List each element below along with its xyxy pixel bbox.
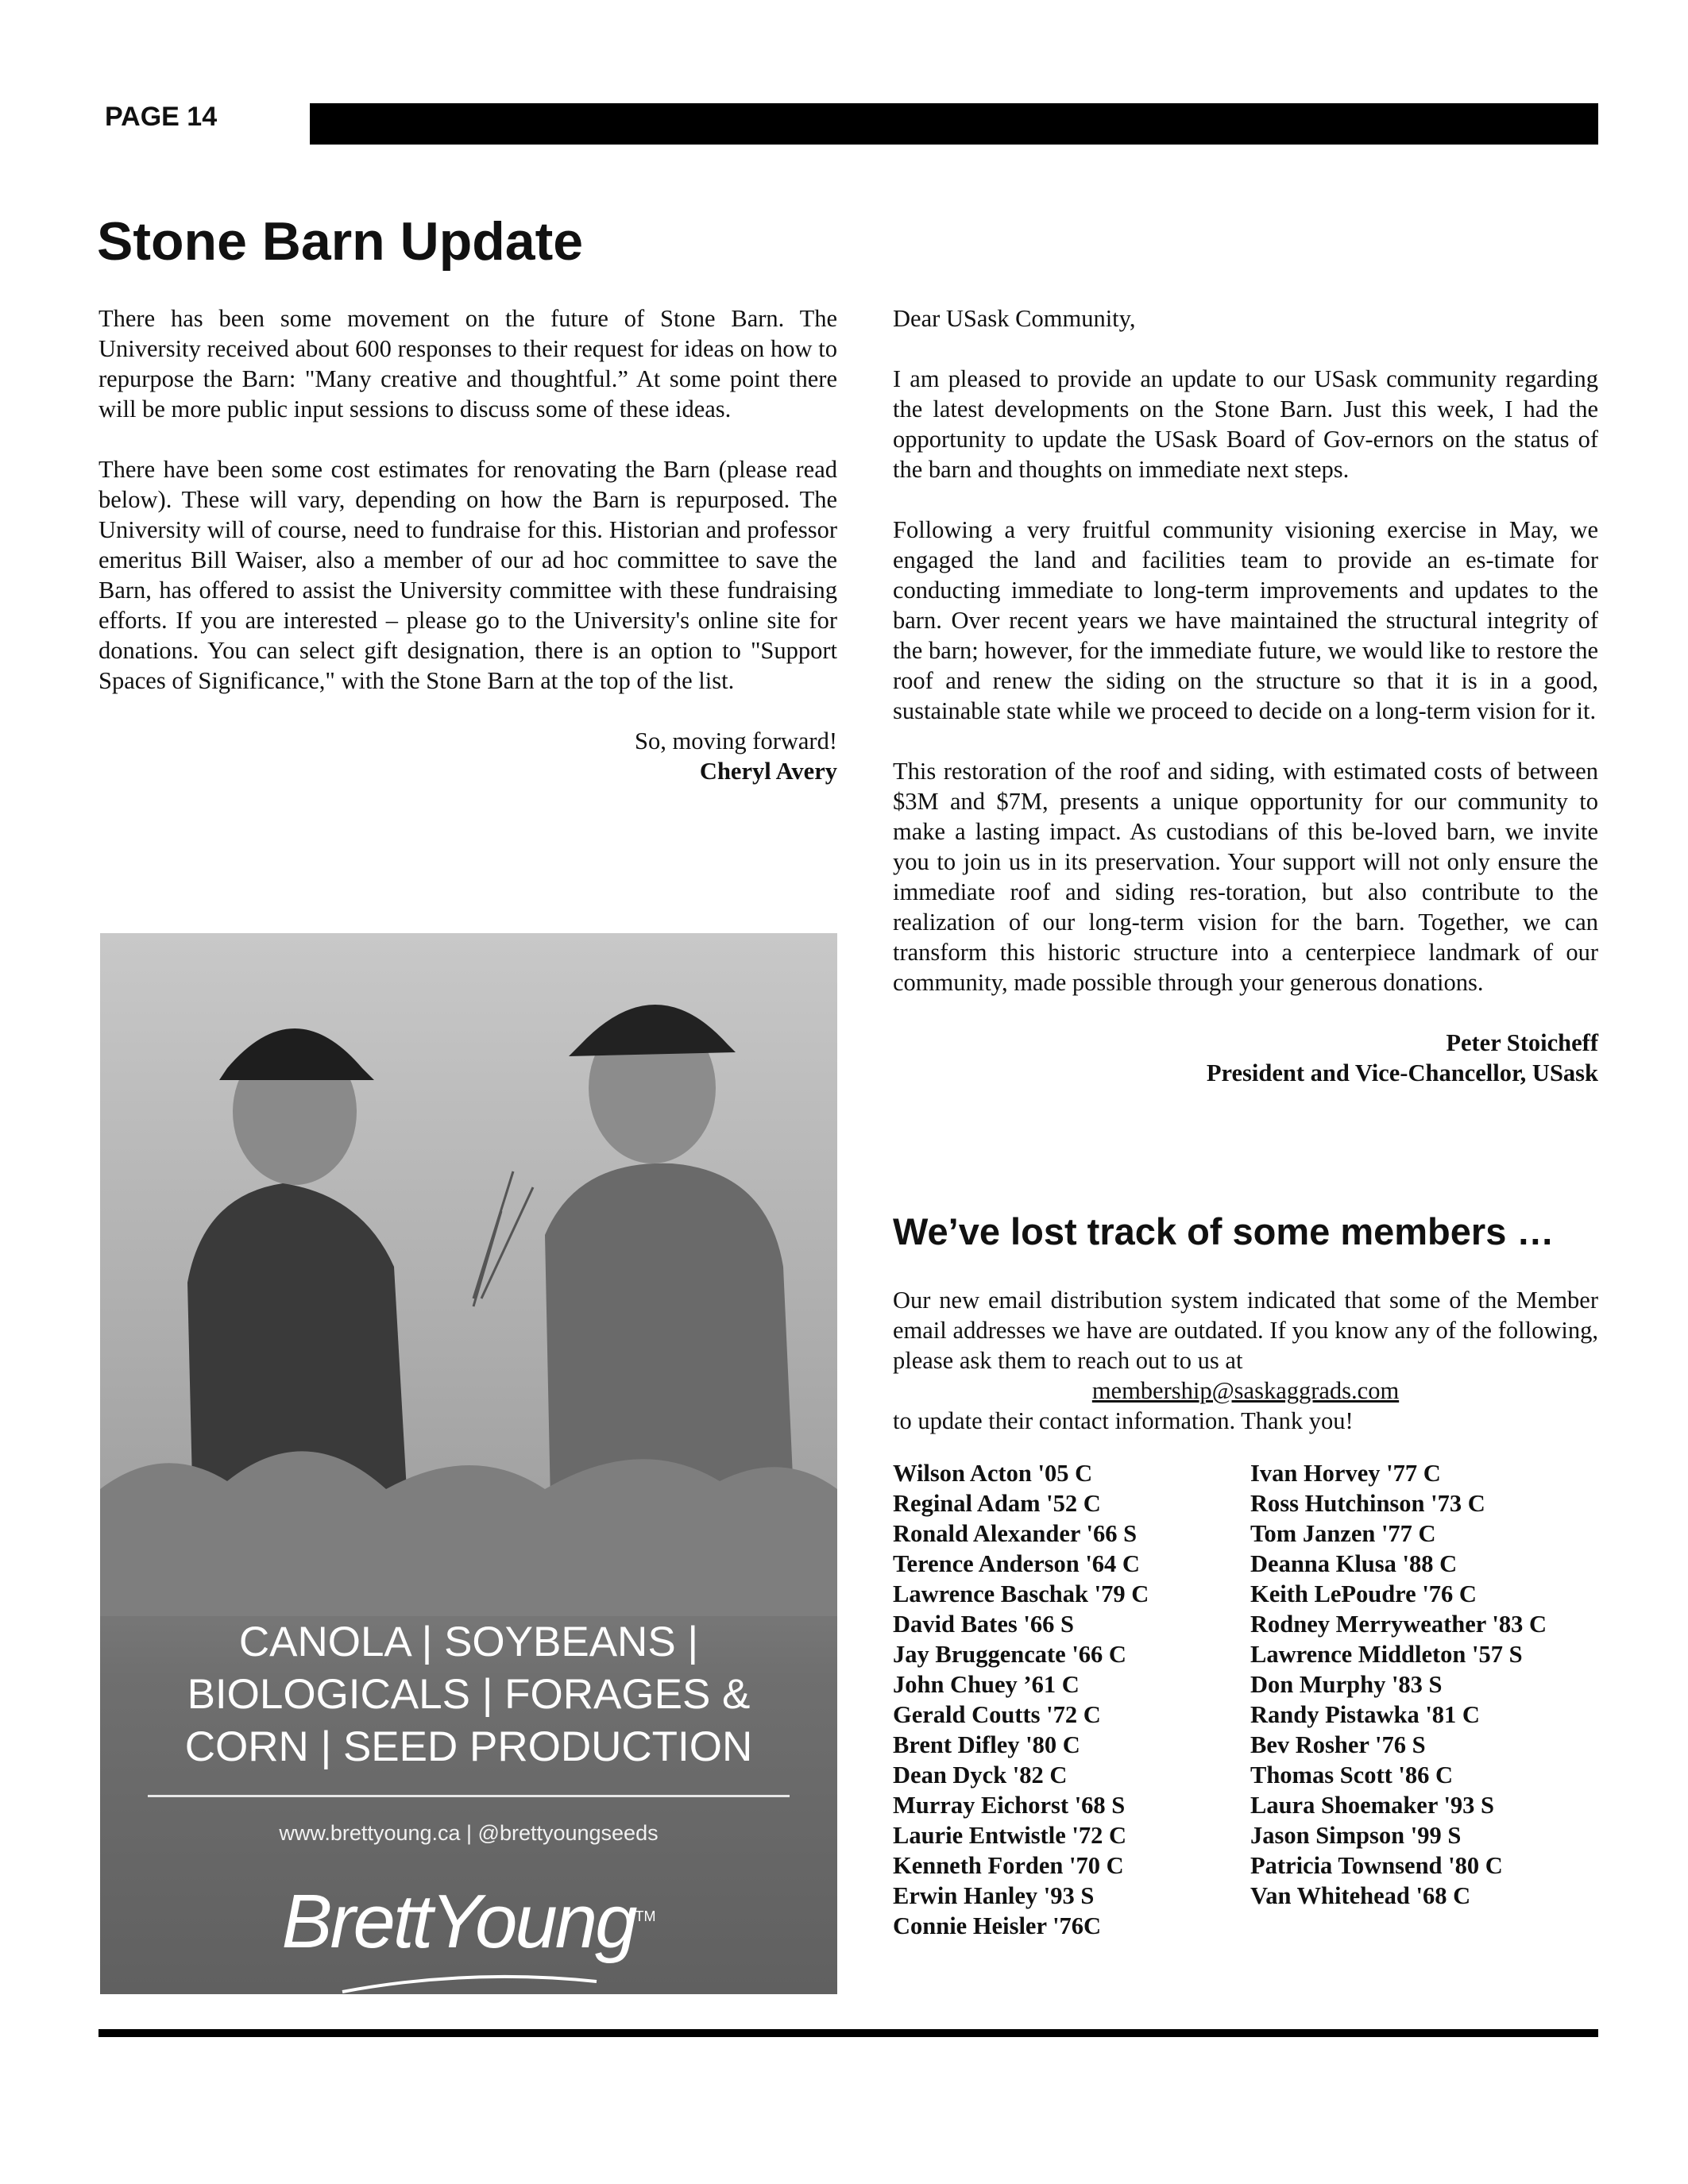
brettyoung-logo [100, 1878, 837, 1966]
list-item: Deanna Klusa '88 C [1250, 1550, 1458, 1577]
article-closing: So, moving forward! [635, 727, 837, 754]
list-item: Van Whitehead '68 C [1250, 1882, 1471, 1909]
letter-column [893, 303, 1598, 1088]
page-number: PAGE 14 [105, 102, 218, 132]
list-item: Terence Anderson '64 C [893, 1550, 1140, 1577]
footer-rule [98, 2029, 1598, 2037]
list-item: Reginal Adam '52 C [893, 1490, 1101, 1517]
logo-swoosh-icon [338, 1972, 601, 1994]
membership-email-link[interactable]: membership@saskaggrads.com [1091, 1377, 1400, 1404]
list-item: Lawrence Baschak '79 C [893, 1580, 1149, 1607]
list-item: Ronald Alexander '66 S [893, 1520, 1138, 1547]
list-item: Wilson Acton '05 C [893, 1460, 1093, 1487]
list-item: Gerald Coutts '72 C [893, 1701, 1101, 1728]
list-item: Ross Hutchinson '73 C [1250, 1490, 1485, 1517]
list-item: Connie Heisler '76C [893, 1912, 1102, 1939]
letter-paragraph-3: This restoration of the roof and siding, with estimated costs of between $3M and $7M, presents a unique opportunity for our community to make a lasting impact. As custodians of this be-loved barn, we invite you to join us in its preservation. Your support will not only ensure the immediate roof and siding res-toration, but also contribute to the realization of our long-term vision for the barn. Together, we can transform this historic structure into a centerpiece landmark of our community, made possible through your generous donations. [893, 758, 1598, 996]
list-item: Thomas Scott '86 C [1250, 1761, 1454, 1788]
article-paragraph-2: There have been some cost estimates for renovating the Barn (please read below). These will vary, depending on how the Barn is repurposed. The University will of course, need to fundraise for this. Historian and professor emeritus Bill Waiser, also a member of our ad hoc committee to save the Barn, has offered to assist the University committee with these fundraising efforts. If you are interested – please go to the University's online site for donations. You can select gift designation, there is an option to "Support Spaces of Significance," with the Stone Barn at the top of the list. [98, 456, 837, 694]
signer-title: President and Vice-Chancellor, USask [1206, 1059, 1598, 1086]
list-item: Erwin Hanley '93 S [893, 1882, 1095, 1909]
members-intro-text: Our new email distribution system indicated that some of the Member email addresses we have are outdated. If you know any of the following, please ask them to reach out to us at [893, 1287, 1598, 1374]
list-item: Jason Simpson '99 S [1250, 1822, 1462, 1849]
article-author: Cheryl Avery [699, 758, 837, 785]
ad-headline-line-2: BIOLOGICALS | FORAGES & [187, 1671, 751, 1718]
list-item: Randy Pistawka '81 C [1250, 1701, 1480, 1728]
list-item: Kenneth Forden '70 C [893, 1852, 1124, 1879]
article-title: Stone Barn Update [97, 211, 584, 272]
list-item: Patricia Townsend '80 C [1250, 1852, 1503, 1879]
article-paragraph-1: There has been some movement on the future of Stone Barn. The University received about 600 responses to their request for ideas on how to repurpose the Barn: "Many creative and thoughtful.” At some point there will be more public input sessions to discuss some of these ideas. [98, 305, 837, 423]
article-signoff [98, 726, 837, 786]
list-item: Laura Shoemaker '93 S [1250, 1792, 1495, 1819]
header-bar [310, 103, 1598, 145]
letter-paragraph-1: I am pleased to provide an update to our USask community regarding the latest developments on the Stone Barn. Just this week, I had the opportunity to update the USask Board of Gov-ernors on the status of the barn and thoughts on immediate next steps. [893, 365, 1598, 483]
list-item: Don Murphy '83 S [1250, 1671, 1443, 1698]
list-item: Brent Difley '80 C [893, 1731, 1080, 1758]
list-item: David Bates '66 S [893, 1611, 1074, 1638]
member-list-left [893, 1458, 1242, 1941]
farmers-photo [100, 933, 837, 1616]
list-item: Tom Janzen '77 C [1250, 1520, 1436, 1547]
list-item: Dean Dyck '82 C [893, 1761, 1068, 1788]
list-item: Laurie Entwistle '72 C [893, 1822, 1126, 1849]
signer-name: Peter Stoicheff [1446, 1029, 1598, 1056]
ad-headline [100, 1616, 837, 1773]
list-item: John Chuey ’61 C [893, 1671, 1080, 1698]
ad-headline-line-3: CORN | SEED PRODUCTION [184, 1723, 753, 1770]
members-intro [893, 1285, 1598, 1436]
letter-paragraph-2: Following a very fruitful community visioning exercise in May, we engaged the land and facilities team to provide an es-timate for conducting immediate to long-term improvements and updates to the barn. Over recent years we have maintained the structural integrity of the barn; however, for the immediate future, we would like to restore the roof and renew the siding on the structure so that it is in a good, sustainable state while we proceed to decide on a long-term vision for it. [893, 516, 1598, 724]
ad-website: www.brettyoung.ca | @brettyoungseeds [279, 1821, 659, 1845]
list-item: Bev Rosher '76 S [1250, 1731, 1426, 1758]
trademark-symbol: TM [635, 1908, 656, 1924]
list-item: Jay Bruggencate '66 C [893, 1641, 1126, 1668]
letter-signature [893, 1028, 1598, 1088]
members-title: We’ve lost track of some members … [893, 1210, 1555, 1252]
members-outro-text: to update their contact information. Thank you! [893, 1407, 1354, 1434]
ad-headline-line-1: CANOLA | SOYBEANS | [238, 1619, 699, 1665]
list-item: Rodney Merryweather '83 C [1250, 1611, 1547, 1638]
letter-greeting: Dear USask Community, [893, 305, 1136, 332]
list-item: Murray Eichorst '68 S [893, 1792, 1126, 1819]
list-item: Lawrence Middleton '57 S [1250, 1641, 1523, 1668]
article-column [98, 303, 837, 786]
brettyoung-logo-text: BrettYoung [281, 1879, 635, 1964]
list-item: Ivan Horvey '77 C [1250, 1460, 1441, 1487]
list-item: Keith LePoudre '76 C [1250, 1580, 1477, 1607]
member-list-right [1250, 1458, 1600, 1911]
brettyoung-advertisement [100, 933, 837, 1994]
ad-divider [148, 1795, 790, 1797]
